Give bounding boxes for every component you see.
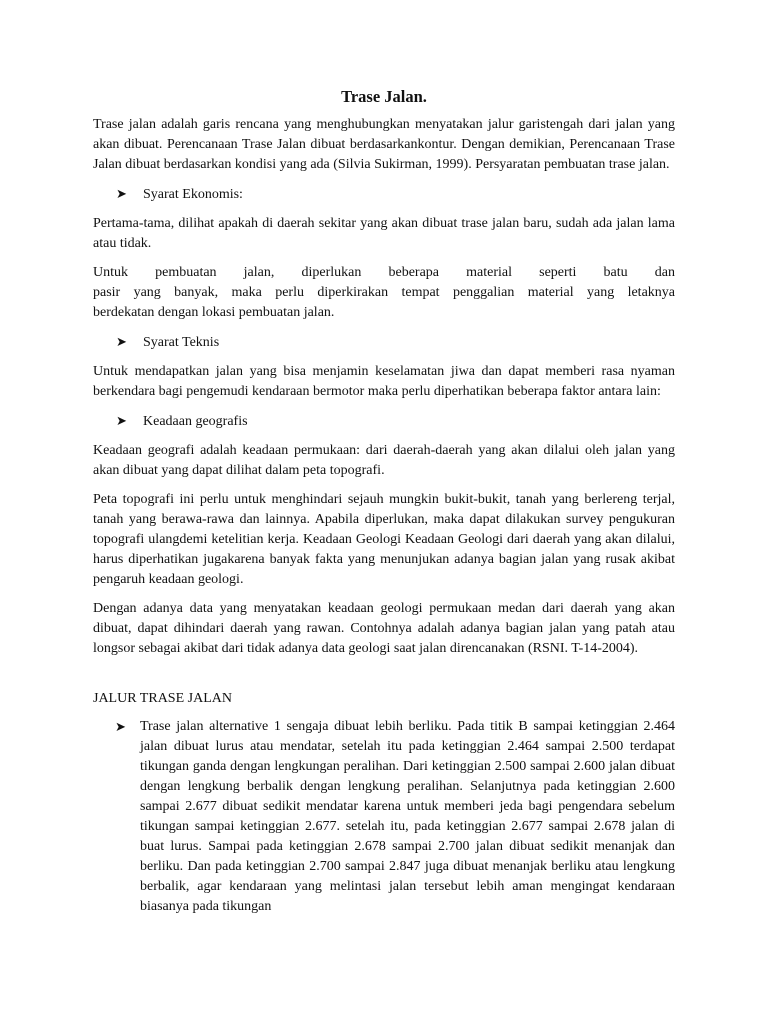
jalur-item-1-text: Trase jalan alternative 1 sengaja dibuat lebih berliku. Pada titik B sampai ketinggian 2.464 jalan dibuat lurus atau mendatar, setelah itu pada ketinggian 2.464 sampai 2.500 terdapat tikungan ganda dengan lengkungan peralihan. Dari ketinggian 2.500 sampai 2.600 jalan dibuat dengan lengkung berbalik dengan lengkung peralihan. Selanjutnya pada ketinggian 2.600 sampai 2.677 dibuat sedikit mendatar karena untuk memberi jeda bagi pengendara sebelum tikungan sampai ketinggian 2.677. setelah itu, pada ketinggian 2.677 sampai 2.678 jalan di buat lurus. Sampai pada ketinggian 2.678 sampai 2.700 jalan dibuat sedikit menanjak dan berliku. Dan pada ketinggian 2.700 sampai 2.847 juga dibuat menanjak berliku atau lengkung berbalik, agar kendaraan yang melintasi jalan tersebut lebih aman mengingat kendaraan biasanya pada tikungan	[140, 719, 675, 914]
ekonomis-paragraph-1: Pertama-tama, dilihat apakah di daerah sekitar yang akan dibuat trase jalan baru, sudah ada jalan lama atau tidak.	[93, 216, 675, 251]
arrowhead-bullet-icon: ➤	[116, 334, 127, 349]
ekonomis-line-2: pasir yang banyak, maka perlu diperkirakan tempat penggalian material yang letaknya	[93, 285, 675, 300]
bullet-syarat-ekonomis	[116, 184, 675, 205]
bullet-label: Syarat Ekonomis:	[143, 187, 243, 202]
document-title: Trase Jalan.	[341, 87, 427, 106]
bullet-label: Syarat Teknis	[143, 335, 220, 350]
jalur-list	[93, 717, 675, 917]
list-item	[115, 717, 675, 917]
geografis-paragraph-2: Peta topografi ini perlu untuk menghindari sejauh mungkin bukit-bukit, tanah yang berlereng terjal, tanah yang berawa-rawa dan lainnya. Apabila diperlukan, maka dapat dilakukan survey pengukuran topografi ulangdemi ketelitian kerja. Keadaan Geologi Keadaan Geologi dari daerah yang akan dilalui, harus diperhatikan jugakarena banyak fakta yang menunjukan adanya bagian jalan yang rusak akibat pengaruh keadaan geologi.	[93, 492, 675, 587]
arrowhead-bullet-icon: ➤	[116, 186, 127, 201]
arrowhead-bullet-icon: ➤	[115, 719, 126, 734]
ekonomis-line-1: Untuk pembuatan jalan, diperlukan beberapa material seperti batu dan	[93, 265, 675, 280]
bullet-keadaan-geografis	[116, 411, 675, 432]
teknis-paragraph: Untuk mendapatkan jalan yang bisa menjamin keselamatan jiwa dan dapat memberi rasa nyaman berkendara bagi pengemudi kendaraan bermotor maka perlu diperhatikan beberapa faktor antara lain:	[93, 364, 675, 399]
document-page	[93, 86, 675, 917]
intro-paragraph: Trase jalan adalah garis rencana yang menghubungkan menyatakan jalur garistengah dari jalan yang akan dibuat. Perencanaan Trase Jalan dibuat berdasarkankontur. Dengan demikian, Perencanaan Trase Jalan dibuat berdasarkan kondisi yang ada (Silvia Sukirman, 1999). Persyaratan pembuatan trase jalan.	[93, 117, 675, 172]
arrowhead-bullet-icon: ➤	[116, 413, 127, 428]
geografis-paragraph-1: Keadaan geografi adalah keadaan permukaan: dari daerah-daerah yang akan dilalui oleh jalan yang akan dibuat yang dapat dilihat dalam peta topografi.	[93, 443, 675, 478]
section-heading: JALUR TRASE JALAN	[93, 691, 232, 706]
bullet-syarat-teknis	[116, 332, 675, 353]
geografis-paragraph-3: Dengan adanya data yang menyatakan keadaan geologi permukaan medan dari daerah yang akan dibuat, dapat dihindari daerah yang rawan. Contohnya adalah adanya bagian jalan yang patah atau longsor sebagai akibat dari tidak adanya data geologi saat jalan direncanakan (RSNI. T-14-2004).	[93, 601, 675, 656]
ekonomis-paragraph-2	[93, 263, 675, 323]
bullet-label: Keadaan geografis	[143, 414, 248, 429]
ekonomis-line-3: berdekatan dengan lokasi pembuatan jalan.	[93, 305, 335, 320]
